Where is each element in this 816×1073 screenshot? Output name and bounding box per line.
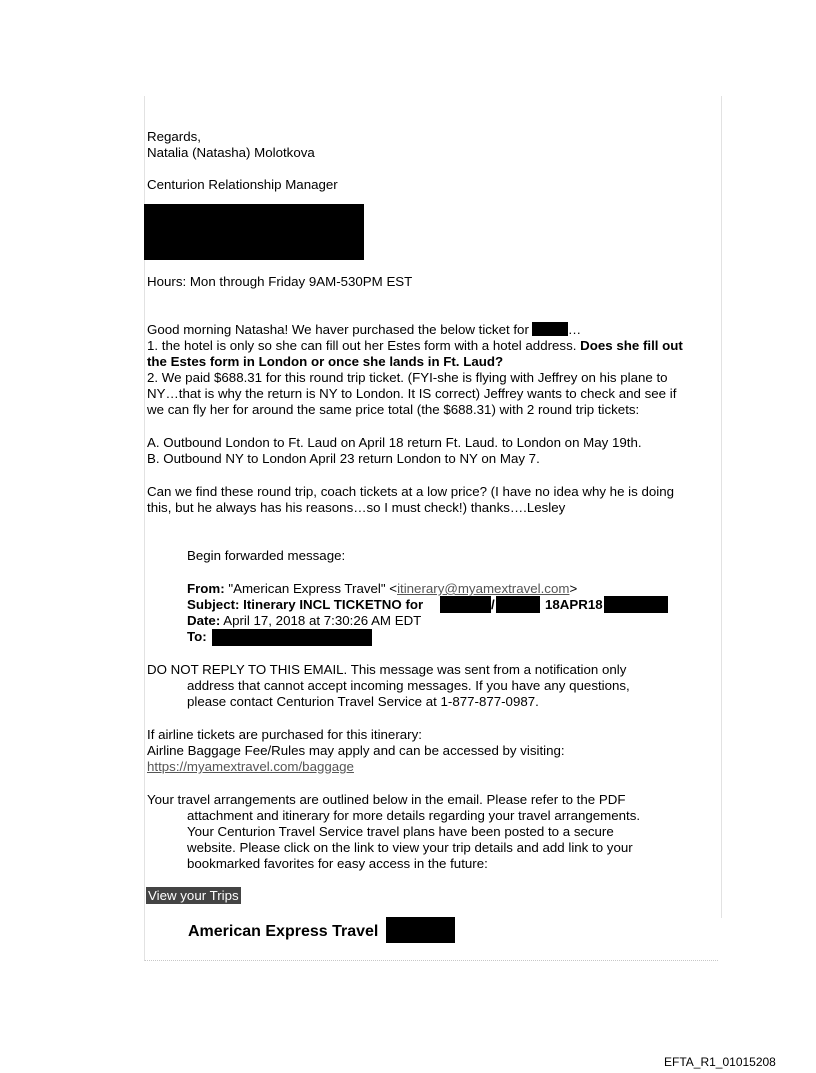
baggage-line-1: If airline tickets are purchased for this itinerary: <box>147 727 422 742</box>
notice-line-2: address that cannot accept incoming messages. If you have any questions, <box>187 678 630 693</box>
travel-line-3: Your Centurion Travel Service travel plans have been posted to a secure <box>187 824 614 839</box>
question-line-2: the Estes form in London or once she lands in Ft. Laud? <box>147 354 504 369</box>
greeting-line: Good morning Natasha! We haver purchased the below ticket for … <box>147 322 582 337</box>
redaction-to <box>212 629 372 646</box>
amex-signature: American Express Travel <box>188 923 379 940</box>
forward-to: To: <box>187 629 207 644</box>
redaction-subject-2 <box>496 596 540 613</box>
option-a: A. Outbound London to Ft. Laud on April 18 return Ft. Laud. to London on May 19th. <box>147 435 642 450</box>
redaction-subject-3 <box>604 596 668 613</box>
question-line-1: 1. the hotel is only so she can fill out her Estes form with a hotel address. Does she fill out <box>147 338 683 353</box>
regards-text: Regards, <box>147 129 201 144</box>
price-line-2: NY…that is why the return is NY to London. It IS correct) Jeffrey wants to check and see if <box>147 386 677 401</box>
redaction-block <box>144 204 364 260</box>
notice-line-1: DO NOT REPLY TO THIS EMAIL. This message was sent from a notification only <box>147 662 627 677</box>
sender-name: Natalia (Natasha) Molotkova <box>147 145 315 160</box>
forward-date: Date: April 17, 2018 at 7:30:26 AM EDT <box>187 613 422 628</box>
travel-line-1: Your travel arrangements are outlined below in the email. Please refer to the PDF <box>147 792 626 807</box>
subject-slash: / <box>491 597 495 612</box>
forward-intro: Begin forwarded message: <box>187 548 346 563</box>
document-id: EFTA_R1_01015208 <box>664 1055 776 1069</box>
baggage-line-2: Airline Baggage Fee/Rules may apply and can be accessed by visiting: <box>147 743 565 758</box>
travel-line-5: bookmarked favorites for easy access in the future: <box>187 856 488 871</box>
notice-line-3: please contact Centurion Travel Service at 1-877-877-0987. <box>187 694 539 709</box>
redaction-inline <box>532 322 568 336</box>
from-email-link[interactable]: itinerary@myamextravel.com <box>397 581 570 596</box>
forward-subject: Subject: Itinerary INCL TICKETNO for <box>187 597 424 612</box>
forward-from: From: "American Express Travel" <itinerary@myamextravel.com> <box>187 581 578 596</box>
price-line-3: we can fly her for around the same price total (the $688.31) with 2 round trip tickets: <box>147 402 640 417</box>
sender-role: Centurion Relationship Manager <box>147 177 338 192</box>
baggage-link[interactable]: https://myamextravel.com/baggage <box>147 759 354 774</box>
redaction-subject-1 <box>440 596 491 613</box>
subject-date: 18APR18 <box>545 597 603 612</box>
travel-line-2: attachment and itinerary for more details regarding your travel arrangements. <box>187 808 641 823</box>
travel-line-4: website. Please click on the link to view your trip details and add link to your <box>187 840 633 855</box>
request-line-2: this, but he always has his reasons…so I must check!) thanks….Lesley <box>147 500 566 515</box>
price-line-1: 2. We paid $688.31 for this round trip ticket. (FYI-she is flying with Jeffrey on his plane to <box>147 370 668 385</box>
request-line-1: Can we find these round trip, coach tickets at a low price? (I have no idea why he is doing <box>147 484 674 499</box>
redaction-signature <box>386 917 455 943</box>
option-b: B. Outbound NY to London April 23 return London to NY on May 7. <box>147 451 540 466</box>
view-trips-button[interactable]: View your Trips <box>148 888 239 903</box>
office-hours: Hours: Mon through Friday 9AM-530PM EST <box>147 274 413 289</box>
